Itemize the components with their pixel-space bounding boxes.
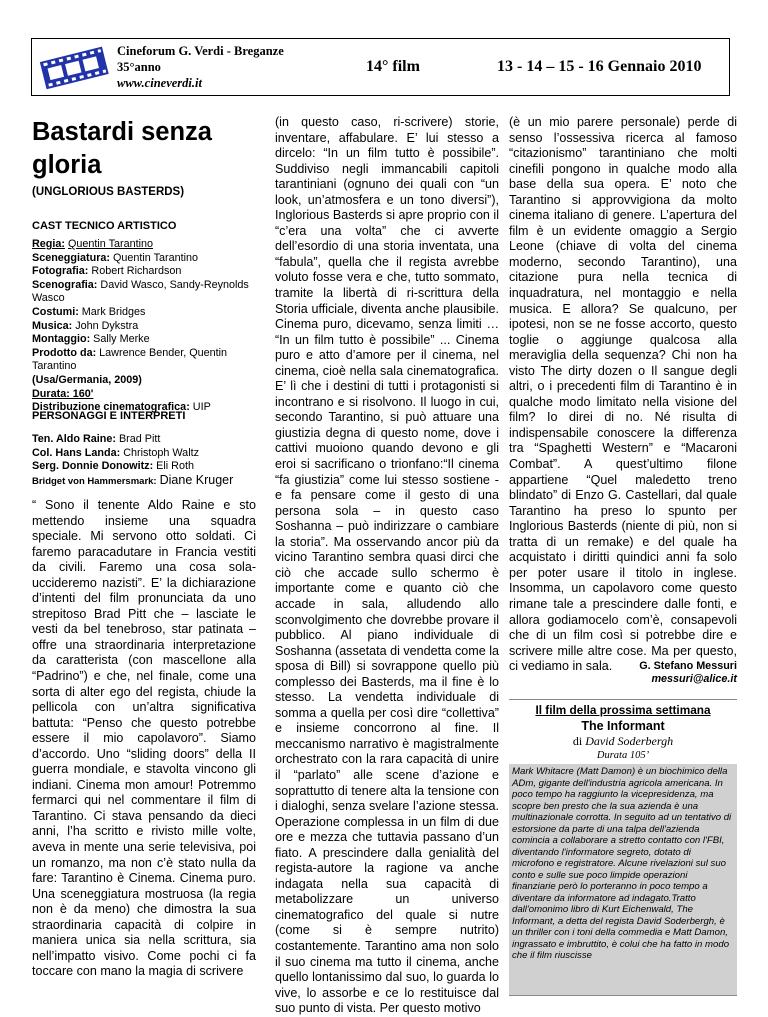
interpreti-list: [32, 433, 256, 488]
credit-sceneggiatura: Sceneggiatura: Quentin Tarantino: [32, 251, 199, 264]
review-column-1: “ Sono il tenente Aldo Raine e sto mettendo insieme una squadra speciale. Mi servono otto soldati. Ci faremo paracadutare in Francia vestiti da civili. Faremo una cosa sola- uccideremo nazisti”. E’ la dichiarazione d’intenti del film pronunciata da uno strepitoso Brad Pitt che – lasciate le vesti da bel tenebroso, star patinata – offre una straordinaria interpretazione da caratterista (con mascellone alla “Padrino”) e che, nel finale, come una sorta di alter ego del regista, chiude la pellicola con un’altra significativa battuta: “Penso che questo potrebbe essere il mio capolavoro”. Siamo d’accordo. Uno “sliding doors” della II guerra mondiale, e stavolta vincono gli indiani. Cinema mon amour! Potremmo fermarci qui nel commentare il film di Tarantino. Ci stava pensando da dieci anni, l’ha scritto e rivisto mille volte, aveva in mente una serie televisiva, poi un romanzo, ma non c’è stato nulla da fare: Tarantino è Cinema. Cinema puro. Una sceneggiatura mostruosa (la regia non è da meno) che dimostra la sua straordinaria capacità di colpire in maniera unica sia nella scrittura, sia nell’impatto visivo. Come pochi ci fa toccare con mano la magia di scrivere: [32, 498, 256, 979]
cast-tecnico-heading: CAST TECNICO ARTISTICO: [32, 220, 177, 232]
credit-duration: Durata: 160': [32, 387, 94, 400]
credit-regia: Regia: Quentin Tarantino: [32, 238, 154, 250]
club-name: Cineforum G. Verdi - Breganze: [117, 44, 284, 58]
author-email[interactable]: messuri@alice.it: [651, 673, 737, 685]
actor-bridget: Bridget von Hammersmark: Diane Kruger: [32, 472, 234, 487]
credit-montaggio: Montaggio: Sally Merke: [32, 333, 150, 346]
club-year: 35°anno: [117, 60, 161, 74]
next-film-title: The Informant: [581, 719, 665, 733]
film-title: Bastardi senza gloria: [32, 118, 212, 179]
credit-distribution: Distribuzione cinematografica: UIP: [32, 401, 211, 414]
next-film-synopsis: Mark Whitacre (Matt Damon) è un biochimico della ADm, gigante dell'industria agricola americana. In poco tempo ha raggiunto la vicepresidenza, ma scopre ben presto che la sua azienda è una multinazionale corrotta. In seguito ad un tentativo di estorsione da parte di una talpa dell'azienda comincia a collaborare a stretto contatto con l'FBI, diventando l'informatore segreto, dotato di microfono e registratore. Alcune rivelazioni sul suo conto e sulle sue poco limpide operazioni finanziarie però lo porteranno in poco tempo a diventare da informatore ad indagato.Tratto dall'omonimo libro di Kurt Eichenwald, The Informant, a detta del regista David Soderbergh, è un thriller con i toni della commedia e Matt Damon, ingrassato e imbruttito, è colui che ha fatto in modo che il film riuscisse: [509, 764, 737, 995]
review-column-2: (in questo caso, ri-scrivere) storie, inventare, affabulare. E’ lui stesso a dircelo: “In un film tutto è possibile”. Suddiviso negli immancabili capitoli tarantiniani (ognuno dei quali con “un look, un’atmosfera e un tono diversi”), Inglorious Basterds si apre proprio con il “c’era una volta” che ci avverte dell’esordio di una storia inventata, una “fabula”, quella che il regista avrebbe voluto fosse vera e che, tutto sommato, tramite la libertà di ri-scrittura della Storia ufficiale, diventa anche plausibile. Cinema puro, dicevamo, senza limiti … “In un film tutto è possibile” ... Cinema puro e atto d’amore per il cinema, nel cinema, cioè nella sala cinematografica. E’ lì che i destini di tutti i protagonisti si incontrano e si risolvono. Il luogo in cui, secondo Tarantino, si può attuare una giustizia degna di questo nome, dove i cattivi muoiono quando devono e gli eroi si sacrificano o trionfano:“Il cinema “fa giustizia” come lui stesso sostiene - e fa pensare come il gesto di una persona sola – in questo caso Soshanna – può indirizzare o cambiare la storia”. Ma osservando ancor più da vicino Tarantino sembra quasi dirci che ciò che accade sullo schermo è importante come e quanto ciò che accade in sala, alludendo allo sconvolgimento che dovrebbe provare il pubblico. Al piano individuale di Soshanna (assetata di vendetta come la sposa di Bill) si sovrappone quello più complesso dei Basterds, ma il fine è lo stesso. La vendetta individuale di somma a quella per così dire “collettiva” e insieme concorrono al fine. Il meccanismo narrativo è magistralmente orchestrato con la rara capacità di unire il “parlato” alle scene d’azione e soprattutto di tenere alta la tensione con i dialoghi, senza svelare l’azione stessa. Operazione complessa in un film di due ore e mezza che tuttavia passano d’un fiato. A prescindere dalla genialità del regista-autore la ragione va anche indagata nella sua capacità di metabolizzare un universo cinematografico del quale si nutre (come si è sempre nutrito) costantemente. Tarantino ama non solo il suo cinema ma tutto il cinema, anche quello lontanissimo dal suo, lo guarda lo vive, lo assorbe e ce lo restituisce dal suo punto di vista. Per questo motivo: [275, 115, 499, 1016]
original-title: (UNGLORIOUS BASTERDS): [32, 186, 185, 198]
next-film-box: [509, 699, 737, 996]
interpreti-heading: PERSONAGGI E INTERPRETI: [32, 410, 186, 422]
credit-fotografia: Fotografia: Robert Richardson: [32, 265, 182, 278]
credit-prodotto: Prodotto da: Lawrence Bender, Quentin Tarantino: [32, 346, 228, 373]
film-number: 14° film: [366, 58, 420, 75]
next-film-duration: Durata 105’: [596, 750, 650, 761]
club-website[interactable]: www.cineverdi.it: [117, 76, 202, 90]
next-film-director: di David Soderbergh: [572, 734, 674, 748]
credit-musica: Musica: John Dykstra: [32, 319, 139, 332]
review-column-3: (è un mio parere personale) perde di senso l’ossessiva ricerca al famoso “citazionismo” tarantiniano che molti cinefili pongono in qualche modo alla base della sua opera. E’ noto che Tarantino si approvvigiona da molto cinema italiano di genere. L’apertura del film è un evidente omaggio a Sergio Leone (chiave di volta del cinema moderno, secondo Tarantino), una citazione pura nella tecnica di inquadratura, nel montaggio e nella musica. E allora? Se qualcuno, per ipotesi, non se ne fosse accorto, questo toglie o aggiunge qualcosa alla meraviglia della sequenza? Chi non ha visto The dirty dozen o Il sangue degli altri, o i precedenti film di Tarantino è in qualche modo limitato nella visione del film? Io direi di no. Né risulta di indispensabile conoscere la differenza tra “Spaghetti Western” e “Macaroni Combat”. A quest’ultimo filone appartiene “Quel maledetto treno blindato” di Enzo G. Castellari, dal quale Tarantino ha preso lo spunto per Inglorious Basterds (niente di più, non si tratta di un remake) e del quale ha acquistato i diritti quindici anni fa solo per poter usare il titolo in inglese. Insomma, un capolavoro come questo rimane tale a prescindere dalle fonti, e allora godiamocelo com’è, consapevoli che di un film così si potrebbe dire e scrivere mille altre cose. Ma per questo, ci vediamo in sala.: [509, 115, 737, 674]
credit-costumi: Costumi: Mark Bridges: [32, 305, 146, 318]
actor-aldo-raine: Ten. Aldo Raine: Brad Pitt: [32, 433, 161, 445]
screening-dates: 13 - 14 – 15 - 16 Gennaio 2010: [497, 58, 702, 75]
signature: [509, 660, 737, 686]
credit-origin: (Usa/Germania, 2009): [32, 373, 142, 386]
actor-hans-landa: Col. Hans Landa: Christoph Waltz: [32, 446, 199, 459]
cast-tecnico-list: [32, 238, 256, 415]
credit-scenografia: Scenografia: David Wasco, Sandy-Reynolds Wasco: [32, 278, 249, 305]
cineforum-logo-icon: [36, 42, 112, 92]
actor-donnie-donowitz: Serg. Donnie Donowitz: Eli Roth: [32, 460, 194, 473]
author-name: G. Stefano Messuri: [639, 660, 737, 672]
club-info: [117, 43, 284, 91]
next-film-heading: Il film della prossima settimana: [535, 703, 711, 717]
